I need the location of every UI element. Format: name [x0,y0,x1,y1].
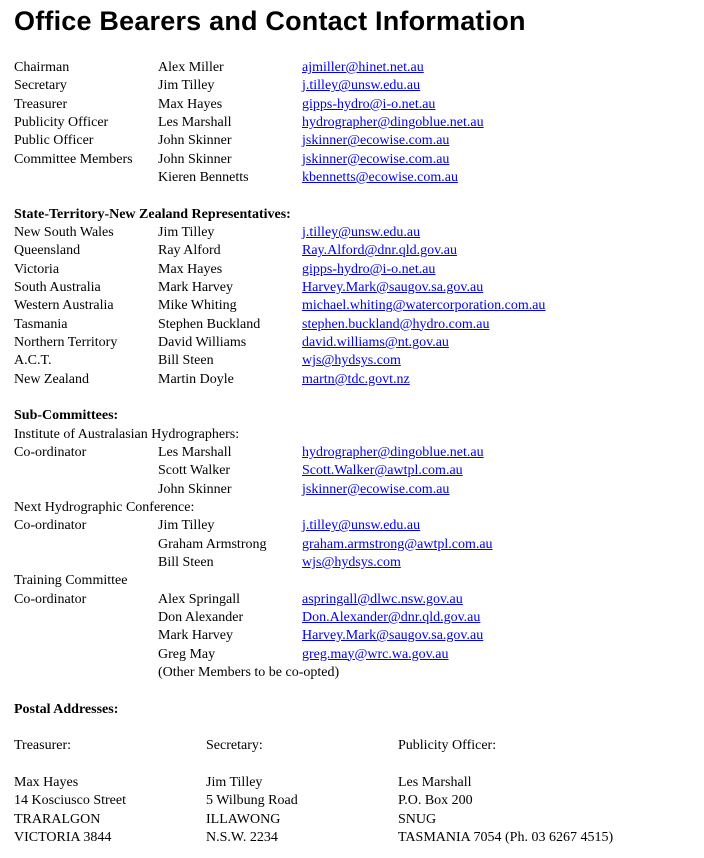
role-label: Committee Members [14,151,133,167]
committee-label: Institute of Australasian Hydrographers: [14,426,240,442]
committee-label: Training Committee [14,573,128,589]
person-name: Stephen Buckland [158,316,261,332]
person-name: Mark Harvey [158,628,234,644]
section-heading: Sub-Committees: [14,408,119,424]
person-name: John Skinner [158,133,232,149]
person-name: Alex Springall [158,591,241,607]
email-link[interactable]: graham.armstrong@awtpl.com.au [302,536,493,552]
person-name: John Skinner [158,481,232,497]
email-link[interactable]: jskinner@ecowise.com.au [302,133,450,149]
person-name: Max Hayes [158,96,223,112]
email-link[interactable]: greg.may@wrc.wa.gov.au [302,646,449,662]
email-link[interactable]: Don.Alexander@dnr.qld.gov.au [302,609,481,625]
email-link[interactable]: ajmiller@hinet.net.au [302,60,424,75]
region-label: A.C.T. [14,353,52,369]
role-label: Publicity Officer [14,114,109,130]
email-link[interactable]: jskinner@ecowise.com.au [302,481,450,497]
email-link[interactable]: Harvey.Mark@saugov.sa.gov.au [302,628,484,644]
person-name: Scott Walker [158,463,231,479]
email-link[interactable]: hydrographer@dingoblue.net.au [302,114,484,130]
address-line: N.S.W. 2234 [206,829,278,845]
person-name: Les Marshall [158,114,232,130]
postal-title: Publicity Officer: [398,738,497,754]
email-link[interactable]: Ray.Alford@dnr.qld.gov.au [302,243,457,259]
email-link[interactable]: hydrographer@dingoblue.net.au [302,444,484,460]
committee-label: Next Hydrographic Conference: [14,499,195,515]
person-name: Jim Tilley [158,518,215,534]
person-name: John Skinner [158,151,232,167]
region-label: Western Australia [14,298,114,314]
person-name: Mike Whiting [158,298,237,314]
region-label: New South Wales [14,224,114,240]
email-link[interactable]: wjs@hydsys.com [302,353,401,369]
page-title: Office Bearers and Contact Information [14,6,526,36]
postal-title: Treasurer: [14,738,72,754]
email-link[interactable]: Harvey.Mark@saugov.sa.gov.au [302,279,484,295]
person-name: Graham Armstrong [158,536,267,552]
address-line: Jim Tilley [206,774,263,790]
postal-title: Secretary: [206,738,263,754]
email-link[interactable]: kbennetts@ecowise.com.au [302,169,458,185]
region-label: Tasmania [14,316,68,332]
email-link[interactable]: j.tilley@unsw.edu.au [302,78,421,94]
email-link[interactable]: Scott.Walker@awtpl.com.au [302,463,463,479]
person-name: Jim Tilley [158,224,215,240]
email-link[interactable]: david.williams@nt.gov.au [302,334,449,350]
person-name: Don Alexander [158,609,244,625]
email-link[interactable]: gipps-hydro@i-o.net.au [302,96,436,112]
email-link[interactable]: jskinner@ecowise.com.au [302,151,450,167]
person-name: David Williams [158,334,247,350]
role-label: Chairman [14,60,70,75]
email-link[interactable]: gipps-hydro@i-o.net.au [302,261,436,277]
address-line: Max Hayes [14,774,79,790]
person-name: (Other Members to be co-opted) [158,664,340,680]
address-line: ILLAWONG [206,811,281,827]
section-heading: State-Territory-New Zealand Representatives: [14,206,291,222]
person-name: Les Marshall [158,444,232,460]
person-name: Max Hayes [158,261,223,277]
email-link[interactable]: j.tilley@unsw.edu.au [302,518,421,534]
region-label: New Zealand [14,371,90,387]
email-link[interactable]: wjs@hydsys.com [302,554,401,570]
email-link[interactable]: aspringall@dlwc.nsw.gov.au [302,591,463,607]
role-label: Public Officer [14,133,94,149]
person-name: Mark Harvey [158,279,234,295]
person-name: Greg May [158,646,216,662]
committee-label: Co-ordinator [14,518,87,534]
email-link[interactable]: stephen.buckland@hydro.com.au [302,316,490,332]
role-label: Secretary [14,78,67,94]
address-line: VICTORIA 3844 [14,829,112,845]
person-name: Jim Tilley [158,78,215,94]
region-label: Northern Territory [14,334,118,350]
region-label: Queensland [14,243,81,259]
committee-label: Co-ordinator [14,591,87,607]
address-line: TRARALGON [14,811,101,827]
committee-label: Co-ordinator [14,444,87,460]
person-name: Martin Doyle [158,371,234,387]
person-name: Kieren Bennetts [158,169,249,185]
email-link[interactable]: martn@tdc.govt.nz [302,371,410,387]
role-label: Treasurer [14,96,68,112]
address-line: P.O. Box 200 [398,793,473,809]
section-heading: Postal Addresses: [14,701,119,717]
region-label: South Australia [14,279,101,295]
person-name: Bill Steen [158,353,214,369]
address-line: 14 Kosciusco Street [14,793,126,809]
email-link[interactable]: michael.whiting@watercorporation.com.au [302,298,546,314]
person-name: Ray Alford [158,243,221,259]
address-line: Les Marshall [398,774,472,790]
address-line: TASMANIA 7054 (Ph. 03 6267 4515) [398,829,614,845]
email-link[interactable]: j.tilley@unsw.edu.au [302,224,421,240]
region-label: Victoria [14,261,60,277]
address-line: SNUG [398,811,437,827]
address-line: 5 Wilbung Road [206,793,298,809]
person-name: Alex Miller [158,60,224,75]
person-name: Bill Steen [158,554,214,570]
